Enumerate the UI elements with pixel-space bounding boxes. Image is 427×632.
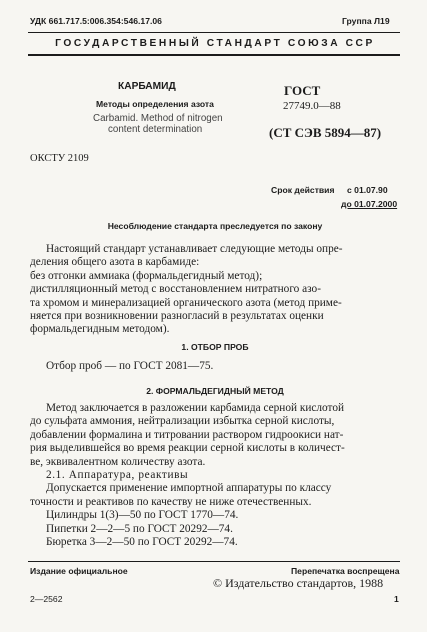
section2-paragraph	[30, 402, 400, 549]
document-subtitle: Методы определения азота	[96, 99, 214, 109]
reprint-notice: Перепечатка воспрещена	[291, 566, 400, 576]
group-code: Группа Л19	[342, 16, 390, 26]
section2-heading: 2. ФОРМАЛЬДЕГИДНЫЙ МЕТОД	[146, 386, 284, 396]
equipment-item: Цилиндры 1(3)—50 по ГОСТ 1770—74.	[46, 509, 239, 522]
section2-line: ве, эквивалентном количеству азота.	[30, 455, 206, 468]
intro-line: та хромом и минерализацией органического азота (метод приме-	[30, 296, 342, 309]
intro-line: формальдегидным методом).	[30, 323, 170, 336]
gost-label: ГОСТ	[284, 83, 321, 98]
okstu-code: ОКСТУ 2109	[30, 153, 89, 164]
footer-divider	[28, 561, 400, 562]
intro-line: дистилляционный метод с восстановлением нитратного азо-	[30, 283, 321, 296]
state-standard-banner: ГОСУДАРСТВЕННЫЙ СТАНДАРТ СОЮЗА ССР	[55, 38, 375, 49]
section1-heading: 1. ОТБОР ПРОБ	[181, 342, 249, 352]
banner-divider	[28, 54, 400, 56]
equipment-item: Пипетки 2—2—5 по ГОСТ 20292—74.	[46, 522, 233, 535]
section2-line: добавлении формалина и титровании раствором гидроокиси нат-	[30, 428, 344, 441]
section1-text: Отбор проб — по ГОСТ 2081—75.	[46, 360, 214, 372]
intro-line: няется при возникновении разногласий в результатах оценки	[30, 310, 324, 323]
subsection-line: точности и реактивов по качеству не ниже отечественных.	[30, 495, 312, 508]
equipment-item: Бюретка 3—2—50 по ГОСТ 20292—74.	[46, 536, 238, 549]
validity-from: с 01.07.90	[347, 185, 388, 195]
intro-line: Настоящий стандарт устанавливает следующие методы опре-	[46, 243, 343, 255]
subsection-heading: 2.1. Аппаратура, реактивы	[46, 469, 189, 482]
english-title-line2: content determination	[108, 124, 203, 135]
document-title: КАРБАМИД	[118, 81, 176, 92]
validity-label: Срок действия	[271, 185, 335, 195]
section2-line: до сульфата аммония, нейтрализации избытка серной кислоты,	[30, 415, 335, 428]
intro-paragraph	[30, 243, 400, 337]
print-code: 2—2562	[30, 594, 63, 604]
top-divider	[28, 32, 400, 33]
copyright-line: © Издательство стандартов, 1988	[213, 576, 384, 590]
cmea-standard-number: (СТ СЭВ 5894—87)	[269, 125, 382, 140]
udc-code: УДК 661.717.5:006.354:546.17.06	[30, 16, 162, 26]
edition-label: Издание официальное	[30, 566, 128, 576]
english-title-line1: Carbamid. Method of nitrogen	[93, 113, 223, 124]
gost-number: 27749.0—88	[283, 100, 341, 112]
subsection-line: Допускается применение импортной аппаратуры по классу	[46, 482, 332, 495]
intro-line: деления общего азота в карбамиде:	[30, 256, 200, 269]
section2-line: рия выделившейся во время реакции серной кислоты в количест-	[30, 442, 345, 455]
intro-line: без отгонки аммиака (формальдегидный метод);	[30, 269, 263, 282]
page-number: 1	[394, 594, 399, 604]
validity-to: до 01.07.2000	[341, 199, 398, 209]
section2-line: Метод заключается в разложении карбамида серной кислотой	[46, 402, 345, 414]
legal-notice: Несоблюдение стандарта преследуется по закону	[107, 221, 323, 231]
